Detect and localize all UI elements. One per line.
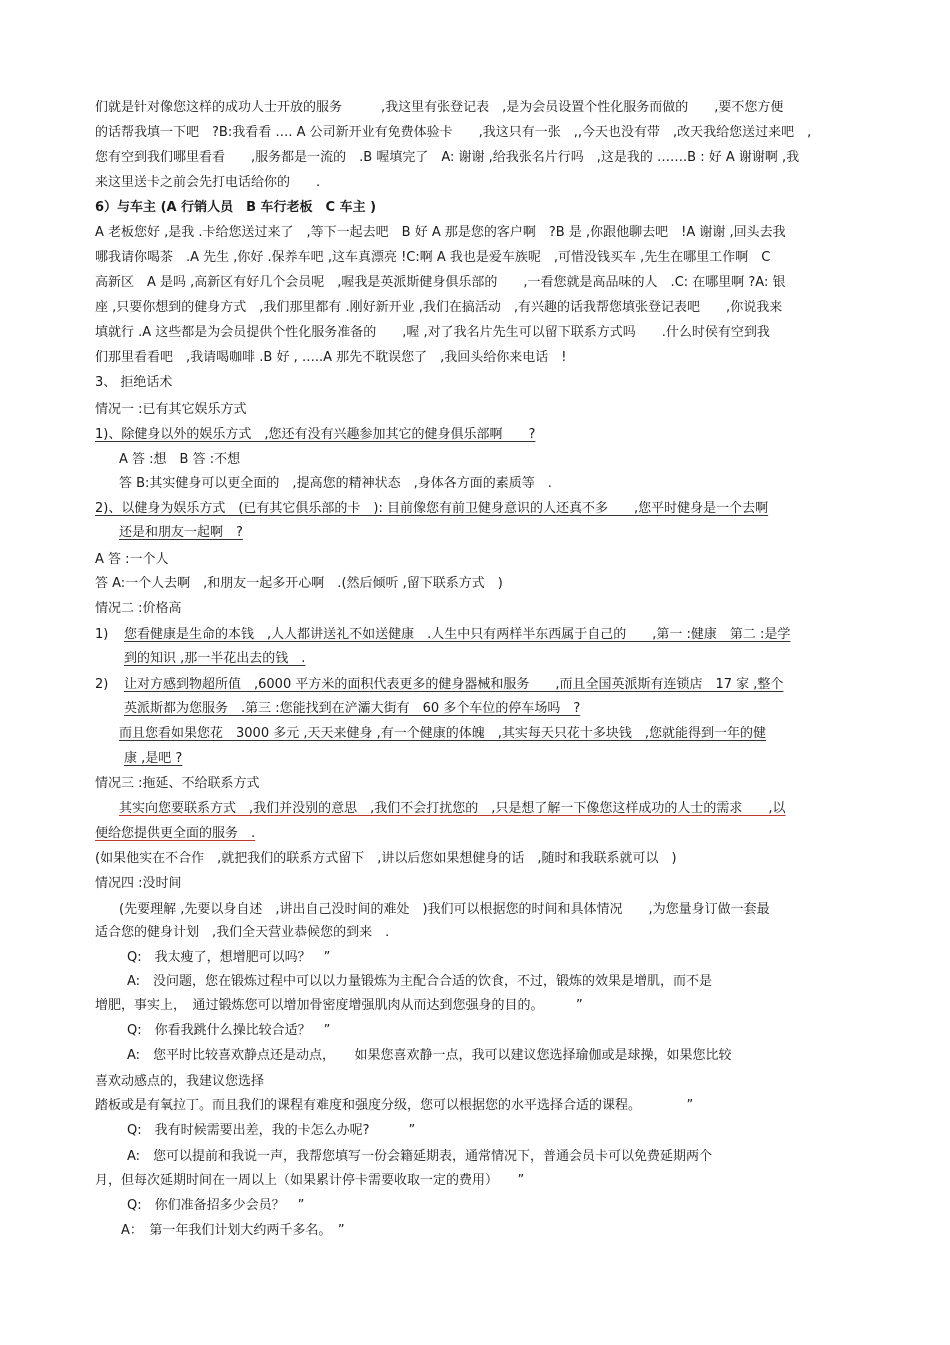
text-line: A 答 :想 B 答 :不想 [119, 452, 241, 467]
text-line: 而且您看如果您花 3000 多元 ,天天来健身 ,有一个健康的体魄 ,其实每天只花十多块钱 ,您就能得到一年的健 [119, 726, 767, 741]
text-line: 答 A:一个人去啊 ,和朋友一起多开心啊 .(然后倾听 ,留下联系方式 ) [95, 576, 503, 591]
text-line: 们就是针对像您这样的成功人士开放的服务 ,我这里有张登记表 ,是为会员设置个性化服务而做的 ,要不您方便 [95, 100, 784, 115]
text-line: 来这里送卡之前会先打电话给你的 . [95, 175, 321, 190]
text-line: 高新区 A 是吗 ,高新区有好几个会员呢 ,喔我是英派斯健身俱乐部的 ,一看您就是高品味的人 .C: 在哪里啊 ?A: 银 [95, 275, 786, 290]
question-line: Q: 你看我跳什么操比较合适？ ” [127, 1023, 331, 1038]
text-line: 英派斯都为您服务 .第三 :您能找到在浐灞大街有 60 多个车位的停车场吗 ? [124, 701, 581, 716]
text-line: 们那里看看吧 ,我请喝咖啡 .B 好 , …..A 那先不耽误您了 ,我回头给你来电话 ! [95, 350, 567, 365]
list-number: 1) [95, 627, 109, 642]
question-line: Q: 我太瘦了，想增肥可以吗？ ” [127, 950, 331, 965]
answer-line: 月，但每次延期时间在一周以上（如果累计停卡需要收取一定的费用） ” [95, 1173, 525, 1188]
text-line: 2)、以健身为娱乐方式 (已有其它俱乐部的卡 ): 目前像您有前卫健身意识的人还真不多 ,您平时健身是一个去啊 [95, 501, 769, 516]
text-line: 您有空到我们哪里看看 ,服务都是一流的 .B 喔填完了 A: 谢谢 ,给我张名片行吗 ,这是我的 …….B : 好 A 谢谢啊 ,我 [95, 150, 800, 165]
text-line: 座 ,只要你想到的健身方式 ,我们那里都有 .刚好新开业 ,我们在搞活动 ,有兴趣的话我帮您填张登记表吧 ,你说我来 [95, 300, 783, 315]
text-line: 答 B:其实健身可以更全面的 ,提高您的精神状态 ,身体各方面的素质等 . [119, 476, 552, 491]
text-line: 其实向您要联系方式 ,我们并没别的意思 ,我们不会打扰您的 ,只是想了解一下像您这样成功的人士的需求 ,以 [119, 801, 786, 816]
case-heading: 情况三 :拖延、不给联系方式 [95, 776, 260, 791]
question-line: Q: 你们准备招多少会员？ ” [127, 1198, 305, 1213]
section-heading: 6）与车主 (A 行销人员 B 车行老板 C 车主 ) [95, 200, 377, 215]
answer-line: A: 没问题，您在锻炼过程中可以以力量锻炼为主配合合适的饮食，不过，锻炼的效果是增肌，而不是 [127, 974, 713, 989]
text-line: 适合您的健身计划 ,我们全天营业恭候您的到来 . [95, 925, 390, 940]
case-heading: 情况一 :已有其它娱乐方式 [95, 402, 247, 417]
section-heading: 3、 拒绝话术 [95, 375, 173, 390]
text-line: (如果他实在不合作 ,就把我们的联系方式留下 ,讲以后您如果想健身的话 ,随时和我联系就可以 ) [95, 851, 677, 866]
text-line: 的话帮我填一下吧 ?B:我看看 …. A 公司新开业有免费体验卡 ,我这只有一张 ,,今天也没有带 ,改天我给您送过来吧 , [95, 125, 812, 140]
list-text: 让对方感到物超所值 ,6000 平方米的面积代表更多的健身器械和服务 ,而且全国英派斯有连锁店 17 家 ,整个 [124, 677, 784, 692]
text-line: 1)、除健身以外的娱乐方式 ,您还有没有兴趣参加其它的健身俱乐部啊 ? [95, 427, 536, 442]
text-line: (先要理解 ,先要以身自述 ,讲出自己没时间的难处 )我们可以根据您的时间和具体情况 ,为您量身订做一套最 [119, 902, 770, 917]
text-line: A 老板您好 ,是我 .卡给您送过来了 ,等下一起去吧 B 好 A 那是您的客户啊 ?B 是 ,你跟他聊去吧 !A 谢谢 ,回头去我 [95, 225, 786, 240]
text-line: 康 ,是吧 ? [124, 751, 183, 766]
list-item [95, 676, 783, 694]
text-line: 还是和朋友一起啊 ? [119, 525, 243, 540]
text-line: 到的知识 ,那一半花出去的钱 . [124, 651, 306, 666]
text-line: 便给您提供更全面的服务 . [95, 826, 256, 841]
answer-line: A: 您平时比较喜欢静点还是动点， 如果您喜欢静一点，我可以建议您选择瑜伽或是球操，如果您比较 [127, 1048, 732, 1063]
list-number: 2) [95, 677, 109, 692]
list-item [95, 626, 790, 644]
text-line: 填就行 .A 这些都是为会员提供个性化服务准备的 ,喔 ,对了我名片先生可以留下联系方式吗 .什么时侯有空到我 [95, 325, 770, 340]
answer-line: A： 第一年我们计划大约两千多名。 ” [121, 1223, 345, 1238]
case-heading: 情况四 :没时间 [95, 876, 182, 891]
answer-line: 增肥，事实上， 通过锻炼您可以增加骨密度增强肌肉从而达到您强身的目的。 ” [95, 998, 583, 1013]
answer-line: 喜欢动感点的，我建议您选择 [95, 1074, 265, 1089]
case-heading: 情况二 :价格高 [95, 601, 182, 616]
text-line: 哪我请你喝茶 .A 先生 ,你好 .保养车吧 ,这车真漂亮 !C:啊 A 我也是爱车族呢 ,可惜没钱买车 ,先生在哪里工作啊 C [95, 250, 771, 265]
text-line: A 答 :一个人 [95, 552, 169, 567]
question-line: Q: 我有时候需要出差，我的卡怎么办呢? ” [127, 1123, 416, 1138]
answer-line: 踏板或是有氧拉丁。而且我们的课程有难度和强度分级，您可以根据您的水平选择合适的课程。 ” [95, 1098, 694, 1113]
answer-line: A: 您可以提前和我说一声，我帮您填写一份会籍延期表，通常情况下，普通会员卡可以免费延期两个 [127, 1149, 713, 1164]
list-text: 您看健康是生命的本钱 ,人人都讲送礼不如送健康 .人生中只有两样半东西属于自己的 ,第一 :健康 第二 :是学 [124, 627, 791, 642]
